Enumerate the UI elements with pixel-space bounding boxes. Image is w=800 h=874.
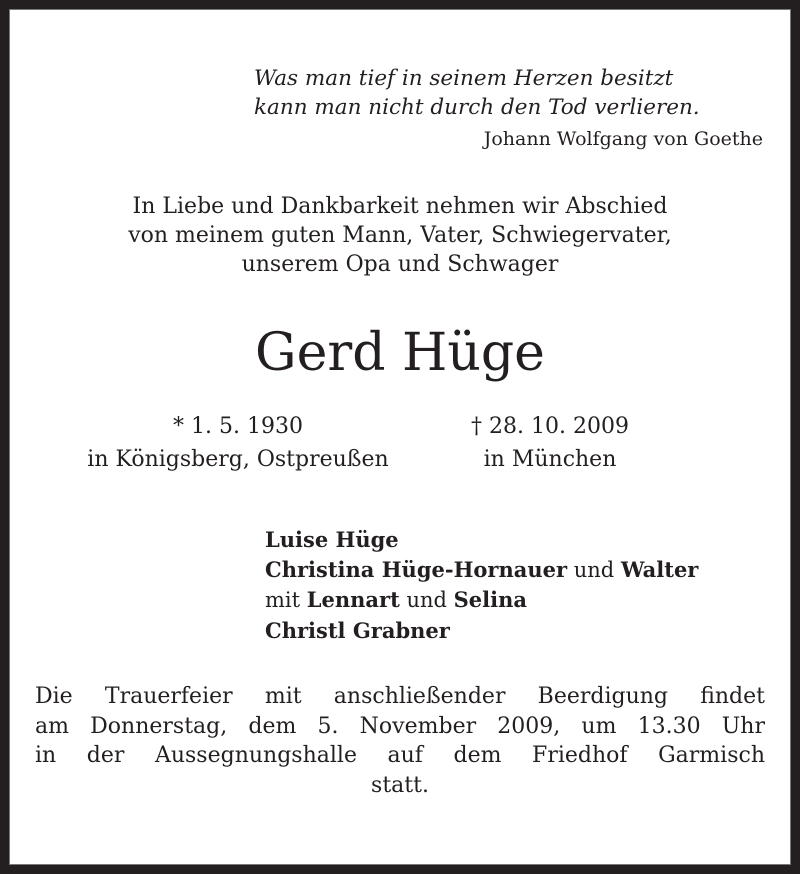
info-line: Die Trauerfeier mit anschließender Beerdigung findet [35,684,765,709]
intro-line: In Liebe und Dankbarkeit nehmen wir Abschied [132,194,668,219]
info-line: statt. [371,772,429,798]
family-name: Walter [620,556,699,582]
family-name: Selina [453,587,527,612]
funeral-info [35,682,765,800]
quote [254,64,700,122]
birth-date: * 1. 5. 1930 [173,414,303,439]
family-list [265,525,698,645]
birth-place: in Königsberg, Ostpreußen [87,447,389,472]
intro-line: von meinem guten Mann, Vater, Schwiegervater, [128,223,672,248]
death-date: † 28. 10. 2009 [471,414,629,439]
connector: und [567,557,621,582]
info-line: in der Aussegnungshalle auf dem Friedhof Garmisch [35,743,765,768]
family-member [265,585,698,616]
death-info [350,410,750,476]
connector: und [399,588,454,612]
death-place: in München [483,447,617,472]
family-name: Lennart [306,587,400,612]
family-name: Christina Hüge-Hornauer [265,556,568,582]
family-member: Christl Grabner [265,617,450,643]
connector: mit [265,588,307,612]
deceased-name: Gerd Hüge [255,323,545,383]
intro-line: unserem Opa und Schwager [241,252,559,277]
family-member: Luise Hüge [265,527,399,552]
quote-line: kann man nicht durch den Tod verlieren. [254,95,700,120]
quote-author: Johann Wolfgang von Goethe [483,128,763,150]
quote-line: Was man tief in seinem Herzen besitzt [254,66,674,91]
intro-text [0,192,800,279]
info-line: am Donnerstag, dem 5. November 2009, um 13.30 Uhr [35,713,765,739]
family-member [265,555,698,586]
